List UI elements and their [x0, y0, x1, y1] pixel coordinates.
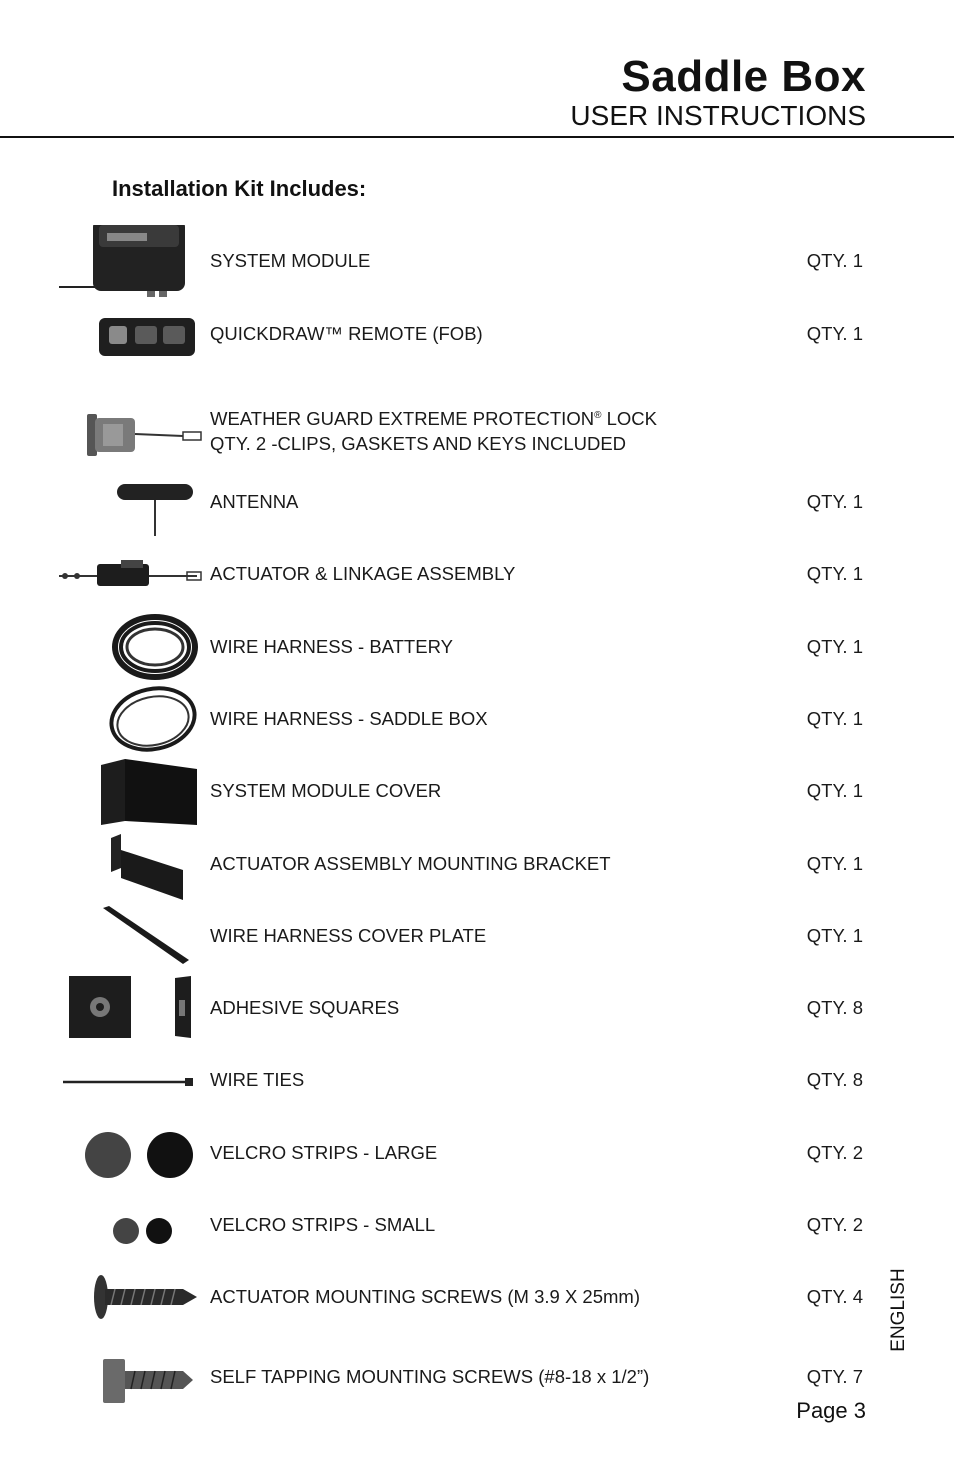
- kit-item-qty: QTY. 4: [806, 1286, 863, 1307]
- kit-item-label: ACTUATOR & LINKAGE ASSEMBLY: [210, 563, 516, 584]
- page-title: Saddle Box: [621, 52, 866, 101]
- kit-item-qty: QTY. 1: [806, 250, 863, 271]
- kit-item-label: SELF TAPPING MOUNTING SCREWS (#8-18 x 1/2”): [210, 1366, 650, 1387]
- kit-item-remote: [0, 298, 954, 370]
- kit-item-qty: QTY. 1: [806, 780, 863, 801]
- kit-item-system-module: [0, 225, 954, 297]
- adhesive-square-icon: [55, 972, 205, 1044]
- system-module-icon: [55, 225, 205, 297]
- kit-item-cover-plate: [0, 900, 954, 972]
- lock-icon: [55, 394, 205, 466]
- kit-item-velcro-large: [0, 1117, 954, 1189]
- kit-item-qty: QTY. 1: [806, 708, 863, 729]
- kit-item-actuator-screws: [0, 1261, 954, 1333]
- velcro-small-icon: [55, 1189, 205, 1261]
- kit-item-label: SYSTEM MODULE COVER: [210, 780, 442, 801]
- kit-item-label: ACTUATOR ASSEMBLY MOUNTING BRACKET: [210, 853, 611, 874]
- kit-heading: Installation Kit Includes:: [112, 176, 367, 201]
- header-rule: [0, 136, 954, 138]
- wire-tie-icon: [55, 1044, 205, 1116]
- cover-plate-icon: [55, 900, 205, 972]
- actuator-screw-icon: [55, 1261, 205, 1333]
- module-cover-icon: [55, 755, 205, 827]
- kit-item-qty: QTY. 8: [806, 1069, 863, 1090]
- kit-item-qty: QTY. 1: [806, 323, 863, 344]
- kit-item-label-line2: QTY. 2 -CLIPS, GASKETS AND KEYS INCLUDED: [210, 432, 627, 454]
- kit-item-qty: QTY. 1: [806, 925, 863, 946]
- kit-item-qty: QTY. 1: [806, 491, 863, 512]
- kit-item-adhesive: [0, 972, 954, 1044]
- page-subtitle: USER INSTRUCTIONS: [570, 100, 866, 131]
- kit-item-actuator: [0, 538, 954, 610]
- kit-item-module-cover: [0, 755, 954, 827]
- kit-item-label: QUICKDRAW™ REMOTE (FOB): [210, 323, 483, 344]
- kit-item-label-line1: WEATHER GUARD EXTREME PROTECTION® LOCK: [210, 408, 657, 430]
- kit-item-qty: QTY. 2: [806, 1142, 863, 1163]
- kit-item-label: SYSTEM MODULE: [210, 250, 371, 271]
- kit-item-qty: QTY. 1: [806, 853, 863, 874]
- kit-item-label: ANTENNA: [210, 491, 299, 512]
- kit-item-wire-ties: [0, 1044, 954, 1116]
- velcro-large-icon: [55, 1117, 205, 1189]
- self-tapping-screw-icon: [55, 1341, 205, 1413]
- kit-item-qty: QTY. 1: [806, 636, 863, 657]
- kit-item-qty: QTY. 1: [806, 563, 863, 584]
- kit-item-label: WIRE HARNESS COVER PLATE: [210, 925, 487, 946]
- kit-item-label: ACTUATOR MOUNTING SCREWS (M 3.9 X 25mm): [210, 1286, 640, 1307]
- actuator-icon: [55, 538, 205, 610]
- kit-item-label: WIRE TIES: [210, 1069, 305, 1090]
- kit-item-bracket: [0, 828, 954, 900]
- bracket-icon: [55, 828, 205, 900]
- antenna-icon: [55, 466, 205, 538]
- kit-item-label: VELCRO STRIPS - SMALL: [210, 1214, 436, 1235]
- kit-item-qty: QTY. 8: [806, 997, 863, 1018]
- wire-coil-icon: [55, 611, 205, 683]
- kit-item-wire-battery: [0, 611, 954, 683]
- wire-loop-icon: [55, 683, 205, 755]
- kit-item-label: WIRE HARNESS - BATTERY: [210, 636, 453, 657]
- kit-item-qty: QTY. 7: [806, 1366, 863, 1387]
- language-tab: [883, 1262, 915, 1358]
- kit-item-label: WIRE HARNESS - SADDLE BOX: [210, 708, 488, 729]
- registered-mark: ®: [594, 410, 602, 422]
- page-number: Page 3: [796, 1398, 866, 1423]
- kit-item-antenna: [0, 466, 954, 538]
- kit-item-wire-saddle: [0, 683, 954, 755]
- kit-item-velcro-small: [0, 1189, 954, 1261]
- language-label: ENGLISH: [888, 1268, 909, 1352]
- kit-item-lock: [0, 382, 954, 478]
- kit-item-label: VELCRO STRIPS - LARGE: [210, 1142, 438, 1163]
- remote-fob-icon: [55, 298, 205, 370]
- kit-item-qty: QTY. 2: [806, 1214, 863, 1235]
- kit-item-label: ADHESIVE SQUARES: [210, 997, 400, 1018]
